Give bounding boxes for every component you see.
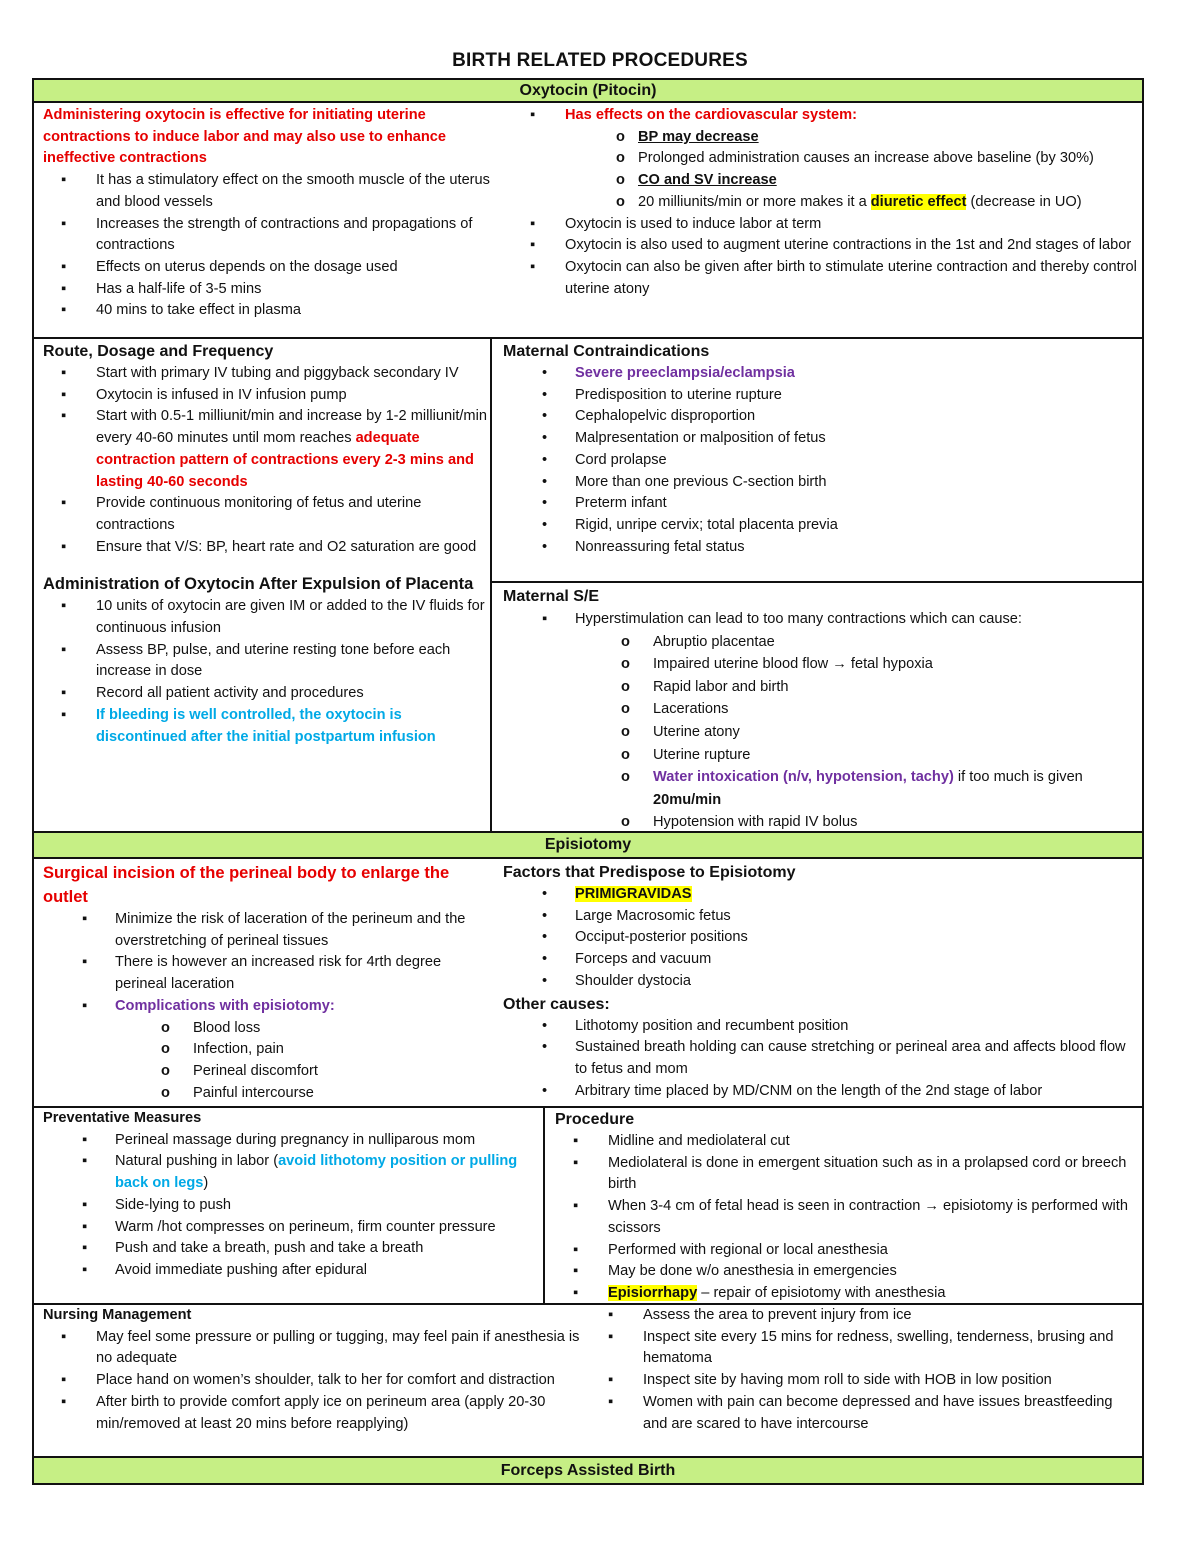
list-item: ▪ Perineal massage during pregnancy in nulliparous mom <box>43 1130 540 1152</box>
other-causes-heading: Other causes: <box>503 995 610 1013</box>
contraindications-cell <box>503 340 1139 558</box>
square-bullet-icon: ▪ <box>61 258 67 275</box>
square-bullet-icon: ▪ <box>608 1328 614 1345</box>
oxytocin-left-list <box>43 170 493 322</box>
list-item: • Nonreassuring fetal status <box>503 537 1139 559</box>
circle-bullet-icon: o <box>621 769 630 786</box>
list-item: ▪ Assess the area to prevent injury from ice <box>590 1305 1140 1327</box>
list-item: o Perineal discomfort <box>43 1061 487 1083</box>
complications-list <box>43 1018 487 1105</box>
list-item: o Rapid labor and birth <box>503 676 1139 699</box>
forceps-header <box>32 1456 1144 1485</box>
list-item: • Rigid, unripe cervix; total placenta previa <box>503 515 1139 537</box>
list-item: ▪ Avoid immediate pushing after epidural <box>43 1260 540 1282</box>
circle-bullet-icon: o <box>161 1084 170 1101</box>
square-bullet-icon: ▪ <box>573 1133 579 1149</box>
square-bullet-icon: ▪ <box>61 172 67 189</box>
circle-bullet-icon: o <box>616 150 625 167</box>
factors-heading: Factors that Predispose to Episiotomy <box>503 864 796 881</box>
list-item: o Painful intercourse <box>43 1083 487 1105</box>
square-bullet-icon: ▪ <box>573 1154 579 1171</box>
list-item: o Prolonged administration causes an increase above baseline (by 30%) <box>512 148 1137 170</box>
route-cell <box>43 340 487 748</box>
list-item: o Uterine atony <box>503 721 1139 744</box>
list-item: ▪ Side-lying to push <box>43 1195 540 1217</box>
circle-bullet-icon: o <box>621 746 630 763</box>
square-bullet-icon: ▪ <box>82 1153 88 1170</box>
list-item: ▪ Increases the strength of contractions and propagations of contractions <box>61 215 473 254</box>
list-item: ▪ Minimize the risk of laceration of the perineum and the overstretching of perineal tissues <box>82 911 466 949</box>
square-bullet-icon: ▪ <box>573 1241 579 1258</box>
square-bullet-icon: ▪ <box>61 408 67 425</box>
dot-bullet-icon: • <box>542 495 548 512</box>
list-item: ▪ Provide continuous monitoring of fetus and uterine contractions <box>61 495 422 533</box>
list-item: • Arbitrary time placed by MD/CNM on the length of the 2nd stage of labor <box>503 1081 1139 1103</box>
dot-bullet-icon: • <box>542 929 548 946</box>
list-item: ▪ Hyperstimulation can lead to too many contractions which can cause: <box>503 608 1139 631</box>
list-item: o Abruptio placentae <box>503 631 1139 654</box>
forceps-header-text: Forceps Assisted Birth <box>500 1462 676 1479</box>
factors-list <box>503 884 1139 993</box>
procedure-cell <box>555 1108 1140 1305</box>
list-item: ▪ Effects on uterus depends on the dosage used <box>43 257 493 279</box>
list-item: ▪ Oxytocin is also used to augment uterine contractions in the 1st and 2nd stages of labor <box>512 235 1137 257</box>
episiotomy-left-cell <box>43 861 487 1104</box>
list-item: • Malpresentation or malposition of fetus <box>503 428 1139 450</box>
list-item: • Forceps and vacuum <box>503 949 1139 971</box>
circle-bullet-icon: o <box>621 678 630 695</box>
list-item: • Cephalopelvic disproportion <box>503 406 1139 428</box>
list-item: • Predisposition to uterine rupture <box>503 385 1139 407</box>
route-divider <box>490 337 492 833</box>
circle-bullet-icon: o <box>616 172 625 189</box>
list-item: • Occiput-posterior positions <box>503 927 1139 949</box>
list-item: • PRIMIGRAVIDAS <box>503 884 1139 906</box>
side-effects-heading: Maternal S/E <box>503 588 600 605</box>
other-causes-list <box>503 1016 1139 1103</box>
list-item: o Lacerations <box>503 698 1139 721</box>
nursing-left-cell <box>43 1305 583 1435</box>
list-item: o Impaired uterine blood flow → fetal hypoxia <box>503 653 1139 676</box>
list-item: • Large Macrosomic fetus <box>503 906 1139 928</box>
list-item: • Severe preeclampsia/eclampsia <box>503 363 1139 385</box>
list-item: ▪ May be done w/o anesthesia in emergencies <box>555 1261 1140 1283</box>
nursing-right-cell <box>590 1305 1140 1435</box>
square-bullet-icon: ▪ <box>61 495 67 512</box>
list-item: ▪ Midline and mediolateral cut <box>555 1131 1140 1153</box>
dot-bullet-icon: • <box>542 408 548 425</box>
oxytocin-right-cell <box>512 105 1137 300</box>
list-item: ▪ Women with pain can become depressed and have issues breastfeeding and are scared to have intercourse <box>608 1393 1113 1432</box>
square-bullet-icon: ▪ <box>573 1198 579 1215</box>
preventative-divider <box>543 1106 545 1305</box>
circle-bullet-icon: o <box>161 1062 170 1079</box>
list-item: o CO and SV increase <box>512 170 1137 192</box>
list-item: ▪ Complications with episiotomy: <box>43 996 487 1018</box>
square-bullet-icon: ▪ <box>82 954 88 971</box>
list-item: ▪ Natural pushing in labor (avoid lithotomy position or pulling back on legs) <box>82 1153 518 1192</box>
list-item: ▪ When 3-4 cm of fetal head is seen in contraction → episiotomy is performed with scissors <box>573 1198 1128 1236</box>
list-item: ▪ Place hand on women’s shoulder, talk to her for comfort and distraction <box>43 1370 583 1392</box>
square-bullet-icon: ▪ <box>61 685 67 702</box>
square-bullet-icon: ▪ <box>542 611 548 627</box>
list-item: ▪ May feel some pressure or pulling or tugging, may feel pain if anesthesia is no adequate <box>61 1328 580 1367</box>
list-item <box>512 105 1137 127</box>
dot-bullet-icon: • <box>542 972 548 989</box>
circle-bullet-icon: o <box>621 814 630 831</box>
episiotomy-definition: Surgical incision of the perineal body to enlarge the outlet <box>43 864 450 906</box>
list-item: ▪ Oxytocin can also be given after birth to stimulate uterine contraction and thereby control uterine atony <box>530 258 1137 297</box>
square-bullet-icon: ▪ <box>61 215 67 232</box>
list-item: o Uterine rupture <box>503 744 1139 767</box>
dot-bullet-icon: • <box>542 1082 548 1099</box>
list-item: ▪ Oxytocin is used to induce labor at term <box>512 214 1137 236</box>
list-item: ▪ 10 units of oxytocin are given IM or added to the IV fluids for continuous infusion <box>61 598 485 637</box>
list-item: ▪ Record all patient activity and procedures <box>43 683 487 705</box>
list-item: ▪ 40 mins to take effect in plasma <box>43 300 493 322</box>
route-heading: Route, Dosage and Frequency <box>43 343 274 360</box>
square-bullet-icon: ▪ <box>82 997 88 1014</box>
diuretic-highlight: diuretic effect <box>870 193 967 210</box>
route-list <box>43 363 487 558</box>
oxytocin-right-list <box>512 214 1137 301</box>
preventative-heading: Preventative Measures <box>43 1110 202 1126</box>
square-bullet-icon: ▪ <box>82 1240 88 1257</box>
list-item: • Lithotomy position and recumbent position <box>503 1016 1139 1038</box>
list-item: ▪ Start with primary IV tubing and piggyback secondary IV <box>43 363 487 385</box>
oxytocin-header-text: Oxytocin (Pitocin) <box>519 82 657 99</box>
circle-bullet-icon: o <box>621 656 630 673</box>
square-bullet-icon: ▪ <box>530 215 536 232</box>
oxytocin-intro: Administering oxytocin is effective for initiating uterine contractions to induce labor and may also use to enhance ineffective contractions <box>43 107 447 167</box>
side-effects-sublist <box>503 631 1139 834</box>
episiotomy-header <box>32 831 1144 859</box>
square-bullet-icon: ▪ <box>530 237 536 254</box>
square-bullet-icon: ▪ <box>573 1284 579 1301</box>
list-item: ▪ Oxytocin is infused in IV infusion pump <box>43 385 487 407</box>
square-bullet-icon: ▪ <box>61 598 67 615</box>
list-item: o Infection, pain <box>43 1039 487 1061</box>
square-bullet-icon: ▪ <box>61 365 67 381</box>
list-item: ▪ Start with 0.5-1 milliunit/min and increase by 1-2 milliunit/min every 40-60 minutes until mom reaches adequate contraction pattern of contractions every 2-3 mins and lasting 40-60 seconds <box>61 408 487 490</box>
dot-bullet-icon: • <box>542 907 548 924</box>
list-item: ▪ It has a stimulatory effect on the smooth muscle of the uterus and blood vessels <box>61 172 490 210</box>
list-item: ▪ Push and take a breath, push and take a breath <box>43 1238 540 1260</box>
episiotomy-right-cell <box>503 861 1139 1102</box>
procedure-heading: Procedure <box>555 1111 635 1128</box>
list-item: • More than one previous C-section birth <box>503 472 1139 494</box>
dot-bullet-icon: • <box>542 951 548 968</box>
dot-bullet-icon: • <box>542 430 548 447</box>
list-item: o BP may decrease <box>512 127 1137 149</box>
nursing-heading: Nursing Management <box>43 1307 192 1323</box>
circle-bullet-icon: o <box>616 193 625 210</box>
contraindications-list <box>503 363 1139 558</box>
cardiovascular-heading: Has effects on the cardiovascular system: <box>565 107 857 123</box>
square-bullet-icon: ▪ <box>573 1263 579 1280</box>
square-bullet-icon: ▪ <box>61 302 67 319</box>
square-bullet-icon: ▪ <box>608 1307 614 1323</box>
list-item: ▪ Ensure that V/S: BP, heart rate and O2 saturation are good <box>43 537 487 559</box>
after-expulsion-heading: Administration of Oxytocin After Expulsion of Placenta <box>43 575 474 594</box>
dot-bullet-icon: • <box>542 538 548 555</box>
list-item: ▪ Inspect site by having mom roll to side with HOB in low position <box>590 1370 1140 1392</box>
procedure-list <box>555 1131 1140 1305</box>
square-bullet-icon: ▪ <box>61 1372 67 1389</box>
square-bullet-icon: ▪ <box>61 1328 67 1345</box>
list-item: o Hypotension with rapid IV bolus <box>503 811 1139 834</box>
list-item: ▪ If bleeding is well controlled, the oxytocin is discontinued after the initial postpartum infusion <box>61 706 436 745</box>
list-item: ▪ There is however an increased risk for 4rth degree perineal laceration <box>82 954 442 993</box>
dot-bullet-icon: • <box>542 386 548 403</box>
square-bullet-icon: ▪ <box>61 1393 67 1410</box>
contra-divider <box>490 581 1144 583</box>
circle-bullet-icon: o <box>161 1019 170 1036</box>
square-bullet-icon: ▪ <box>61 641 67 658</box>
square-bullet-icon: ▪ <box>82 1131 88 1148</box>
after-expulsion-list <box>43 596 487 748</box>
list-item: • Cord prolapse <box>503 450 1139 472</box>
episiotomy-header-text: Episiotomy <box>544 836 632 853</box>
square-bullet-icon: ▪ <box>82 1218 88 1235</box>
circle-bullet-icon: o <box>616 128 625 145</box>
circle-bullet-icon: o <box>621 633 630 650</box>
list-item: • Shoulder dystocia <box>503 971 1139 993</box>
circle-bullet-icon: o <box>621 723 630 740</box>
list-item: ▪ Assess BP, pulse, and uterine resting tone before each increase in dose <box>61 641 451 680</box>
page-title: BIRTH RELATED PROCEDURES <box>452 50 748 71</box>
preventative-list <box>43 1130 540 1282</box>
list-item: o Blood loss <box>43 1018 487 1040</box>
list-item: ▪ Mediolateral is done in emergent situation such as in a prolapsed cord or breech birth <box>573 1154 1127 1193</box>
dot-bullet-icon: • <box>542 473 548 490</box>
square-bullet-icon: ▪ <box>61 538 67 555</box>
list-item: ▪ Warm /hot compresses on perineum, firm counter pressure <box>43 1217 540 1239</box>
list-item: ▪ Inspect site every 15 mins for redness, swelling, tenderness, brusing and hematoma <box>608 1328 1114 1367</box>
square-bullet-icon: ▪ <box>82 911 88 927</box>
cardiovascular-sublist <box>512 127 1137 214</box>
oxytocin-left-cell <box>43 105 493 322</box>
dot-bullet-icon: • <box>542 365 548 381</box>
list-item: ▪ Performed with regional or local anesthesia <box>555 1240 1140 1262</box>
square-bullet-icon: ▪ <box>61 280 67 297</box>
preventative-cell <box>43 1108 540 1282</box>
circle-bullet-icon: o <box>161 1041 170 1058</box>
dot-bullet-icon: • <box>542 1017 548 1034</box>
nursing-right-list <box>590 1305 1140 1435</box>
list-item: • Sustained breath holding can cause stretching or perineal area and affects blood flow to fetus and mom <box>542 1039 1126 1077</box>
square-bullet-icon: ▪ <box>82 1196 88 1213</box>
list-item: o Water intoxication (n/v, hypotension, tachy) if too much is given 20mu/min <box>503 766 1139 811</box>
square-bullet-icon: ▪ <box>61 706 67 723</box>
oxytocin-header <box>32 78 1144 103</box>
square-bullet-icon: ▪ <box>530 107 536 123</box>
list-item: ▪ Has a half-life of 3-5 mins <box>43 279 493 301</box>
dot-bullet-icon: • <box>542 886 548 902</box>
dot-bullet-icon: • <box>542 1039 548 1056</box>
list-item: ▪ After birth to provide comfort apply ice on perineum area (apply 20-30 min/removed at least 20 mins before reapplying) <box>61 1393 546 1432</box>
square-bullet-icon: ▪ <box>530 258 536 275</box>
list-item: o 20 milliunits/min or more makes it a diuretic effect (decrease in UO) <box>512 192 1137 214</box>
side-effects-cell <box>503 585 1139 834</box>
contraindications-heading: Maternal Contraindications <box>503 343 710 360</box>
list-item: ▪ Episiorrhapy – repair of episiotomy with anesthesia <box>555 1283 1140 1305</box>
square-bullet-icon: ▪ <box>61 386 67 403</box>
square-bullet-icon: ▪ <box>82 1261 88 1278</box>
episiotomy-list <box>43 909 487 1018</box>
nursing-left-list <box>43 1327 583 1436</box>
square-bullet-icon: ▪ <box>608 1393 614 1410</box>
circle-bullet-icon: o <box>621 701 630 718</box>
dot-bullet-icon: • <box>542 451 548 468</box>
square-bullet-icon: ▪ <box>608 1372 614 1389</box>
list-item: • Preterm infant <box>503 493 1139 515</box>
dot-bullet-icon: • <box>542 516 548 533</box>
